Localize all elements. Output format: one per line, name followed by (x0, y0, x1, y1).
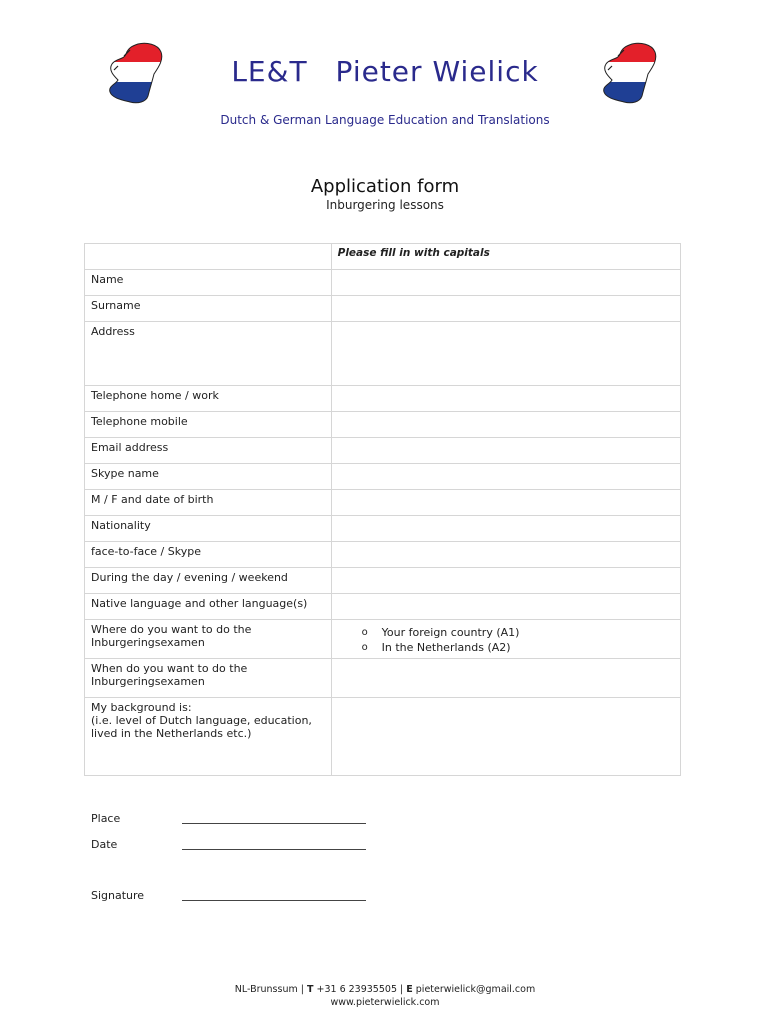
field-label-nationality: Nationality (85, 516, 332, 542)
option-label: Your foreign country (A1) (381, 626, 520, 639)
field-input-background[interactable] (331, 698, 680, 776)
date-line[interactable] (182, 843, 366, 850)
footer-phone-prefix: T (306, 984, 314, 995)
signature-label: Signature (91, 889, 145, 902)
field-label-lesson-mode: face-to-face / Skype (85, 542, 332, 568)
field-input-address[interactable] (331, 322, 680, 386)
field-label-address: Address (85, 322, 332, 386)
field-label-surname: Surname (85, 296, 332, 322)
footer-email[interactable]: pieterwielick@gmail.com (415, 984, 536, 995)
application-form-table (84, 243, 681, 776)
field-input-surname[interactable] (331, 296, 680, 322)
field-input-lesson-mode[interactable] (331, 542, 680, 568)
option-label: In the Netherlands (A2) (381, 641, 511, 654)
field-label-lesson-time: During the day / evening / weekend (85, 568, 332, 594)
field-label-exam-location: Where do you want to do the Inburgeringsexamen (85, 620, 332, 659)
date-row (91, 838, 117, 851)
field-label-telephone-mobile: Telephone mobile (85, 412, 332, 438)
field-label-languages: Native language and other language(s) (85, 594, 332, 620)
field-label-background: My background is: (i.e. level of Dutch language, education, lived in the Netherlands etc.) (85, 698, 332, 776)
footer-website[interactable]: www.pieterwielick.com (330, 997, 440, 1008)
brand-left: LE&T (231, 55, 308, 88)
field-input-lesson-time[interactable] (331, 568, 680, 594)
field-input-exam-date[interactable] (331, 659, 680, 698)
field-label-exam-date: When do you want to do the Inburgeringsexamen (85, 659, 332, 698)
footer-contact-line: NL-Brunssum | T +31 6 23935505 | E pieterwielick@gmail.com (234, 984, 536, 995)
field-input-gender-dob[interactable] (331, 490, 680, 516)
field-input-name[interactable] (331, 270, 680, 296)
form-corner-cell (85, 244, 332, 270)
footer-location: NL-Brunssum (234, 984, 298, 995)
signature-row (91, 889, 144, 902)
field-input-languages[interactable] (331, 594, 680, 620)
footer (0, 983, 770, 1009)
fill-instruction: Please fill in with capitals (331, 244, 680, 270)
field-input-skype-name[interactable] (331, 464, 680, 490)
place-line[interactable] (182, 817, 366, 824)
field-label-gender-dob: M / F and date of birth (85, 490, 332, 516)
field-label-telephone-home-work: Telephone home / work (85, 386, 332, 412)
brand-title (0, 55, 770, 88)
date-label: Date (91, 838, 118, 851)
field-input-telephone-mobile[interactable] (331, 412, 680, 438)
option-netherlands[interactable] (362, 640, 674, 655)
place-row (91, 812, 120, 825)
footer-email-prefix: E (406, 984, 413, 995)
field-input-email[interactable] (331, 438, 680, 464)
field-label-email: Email address (85, 438, 332, 464)
field-input-telephone-home-work[interactable] (331, 386, 680, 412)
tagline: Dutch & German Language Education and Translations (220, 113, 550, 127)
footer-phone: +31 6 23935505 (316, 984, 397, 995)
signature-line[interactable] (182, 894, 366, 901)
exam-location-options (331, 620, 680, 659)
brand-right: Pieter Wielick (335, 55, 539, 88)
field-input-nationality[interactable] (331, 516, 680, 542)
option-bullet-icon: o (361, 627, 368, 638)
place-label: Place (91, 812, 121, 825)
option-foreign-country[interactable] (362, 625, 674, 640)
field-label-skype-name: Skype name (85, 464, 332, 490)
form-title: Application form (310, 176, 460, 197)
form-subtitle: Inburgering lessons (326, 198, 444, 212)
option-bullet-icon: o (361, 642, 368, 653)
field-label-name: Name (85, 270, 332, 296)
